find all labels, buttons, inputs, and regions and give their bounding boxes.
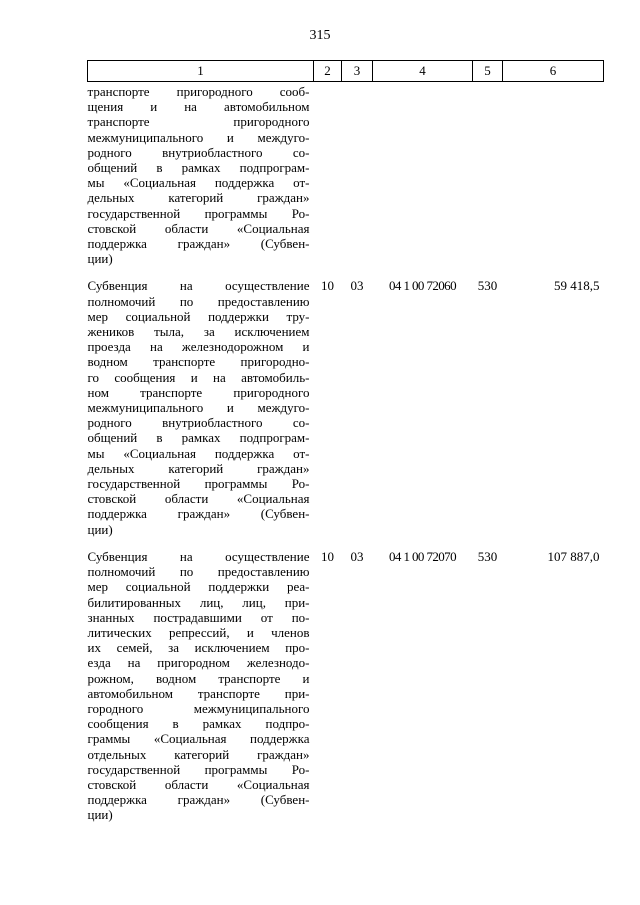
row-section xyxy=(314,82,342,279)
description-line: ном транспорте пригородного xyxy=(87,384,310,400)
description-line: родного внутриобластного со- xyxy=(87,144,310,160)
row-expense-type: 530 xyxy=(477,548,498,564)
description-line: литических репрессий, и членов xyxy=(87,624,310,640)
description-line: езда на пригородном железнодо- xyxy=(87,655,310,671)
description-line: полномочий по предоставлению xyxy=(87,564,310,580)
description-line: ции) xyxy=(87,521,113,537)
header-col-2: 2 xyxy=(314,61,342,82)
description-line: мер социальной поддержки реа- xyxy=(87,579,310,595)
row-subsection: 03 xyxy=(350,548,364,564)
description-line: поддержка граждан» (Субвен- xyxy=(87,792,310,808)
description-line: ции) xyxy=(87,251,113,267)
row-expense-type: 530 xyxy=(477,278,498,294)
page-number: 315 xyxy=(309,28,331,43)
description-line: дельных категорий граждан» xyxy=(87,190,310,206)
row-description xyxy=(88,278,314,548)
header-col-6: 6 xyxy=(503,61,604,82)
description-line: государственной программы Ро- xyxy=(87,205,310,221)
description-line: автомобильном транспорте при- xyxy=(87,685,310,701)
row-target-code: 04 1 00 72060 xyxy=(389,278,456,294)
row-target-code xyxy=(373,82,473,279)
row-amount xyxy=(503,82,604,279)
row-section: 10 xyxy=(321,548,334,564)
description-line: отдельных категорий граждан» xyxy=(87,746,310,762)
table-row xyxy=(88,82,604,279)
description-line: общений в рамках подпрограм- xyxy=(87,160,310,176)
header-col-1: 1 xyxy=(88,61,314,82)
description-line: щения и на автомобильном xyxy=(87,99,310,115)
description-line: стовской области «Социальная xyxy=(87,776,310,792)
header-col-5: 5 xyxy=(473,61,503,82)
description-line: Субвенция на осуществление xyxy=(87,548,310,564)
description-line: дельных категорий граждан» xyxy=(87,460,310,476)
description-line: мер социальной поддержки тру- xyxy=(87,308,310,324)
description-line: межмуниципального и междуго- xyxy=(87,400,310,416)
table-row xyxy=(88,278,604,548)
description-line: межмуниципального и междуго- xyxy=(87,129,310,145)
description-line: их семей, за исключением про- xyxy=(87,640,310,656)
description-line: Субвенция на осуществление xyxy=(87,278,310,294)
description-line: сообщения в рамках подпро- xyxy=(87,716,310,732)
header-col-4: 4 xyxy=(373,61,473,82)
description-line: граммы «Социальная поддержка xyxy=(87,731,310,747)
row-target-code: 04 1 00 72070 xyxy=(389,548,456,564)
budget-table xyxy=(87,60,604,823)
row-amount: 107 887,0 xyxy=(547,548,600,564)
table-row xyxy=(88,549,604,823)
description-line: проезда на железнодорожном и xyxy=(87,339,310,355)
description-line: поддержка граждан» (Субвен- xyxy=(87,506,310,522)
row-section: 10 xyxy=(321,278,334,294)
description-line: транспорте пригородного xyxy=(87,114,310,130)
description-line: жеников тыла, за исключением xyxy=(87,324,310,340)
description-line: транспорте пригородного сооб- xyxy=(87,84,310,99)
description-line: стовской области «Социальная xyxy=(87,491,310,507)
header-row xyxy=(88,61,604,82)
row-expense-type xyxy=(473,82,503,279)
description-line: стовской области «Социальная xyxy=(87,220,310,236)
description-line: полномочий по предоставлению xyxy=(87,293,310,309)
description-line: городного межмуниципального xyxy=(87,700,310,716)
description-line: ции) xyxy=(87,807,113,823)
description-line: поддержка граждан» (Субвен- xyxy=(87,236,310,252)
row-description xyxy=(88,82,314,279)
row-subsection xyxy=(342,82,373,279)
header-col-3: 3 xyxy=(342,61,373,82)
description-line: государственной программы Ро- xyxy=(87,761,310,777)
description-line: государственной программы Ро- xyxy=(87,476,310,492)
description-line: водном транспорте пригородно- xyxy=(87,354,310,370)
row-subsection: 03 xyxy=(350,278,364,294)
description-line: мы «Социальная поддержка от- xyxy=(87,175,310,191)
description-line: общений в рамках подпрограм- xyxy=(87,430,310,446)
description-line: знанных пострадавшими от по- xyxy=(87,609,310,625)
description-line: мы «Социальная поддержка от- xyxy=(87,445,310,461)
description-line: го сообщения и на автомобиль- xyxy=(87,369,310,385)
description-line: рожном, водном транспорте и xyxy=(87,670,310,686)
row-amount: 59 418,5 xyxy=(554,278,600,294)
description-line: билитированных лиц, лиц, при- xyxy=(87,594,310,610)
description-line: родного внутриобластного со- xyxy=(87,415,310,431)
row-description xyxy=(88,549,314,823)
